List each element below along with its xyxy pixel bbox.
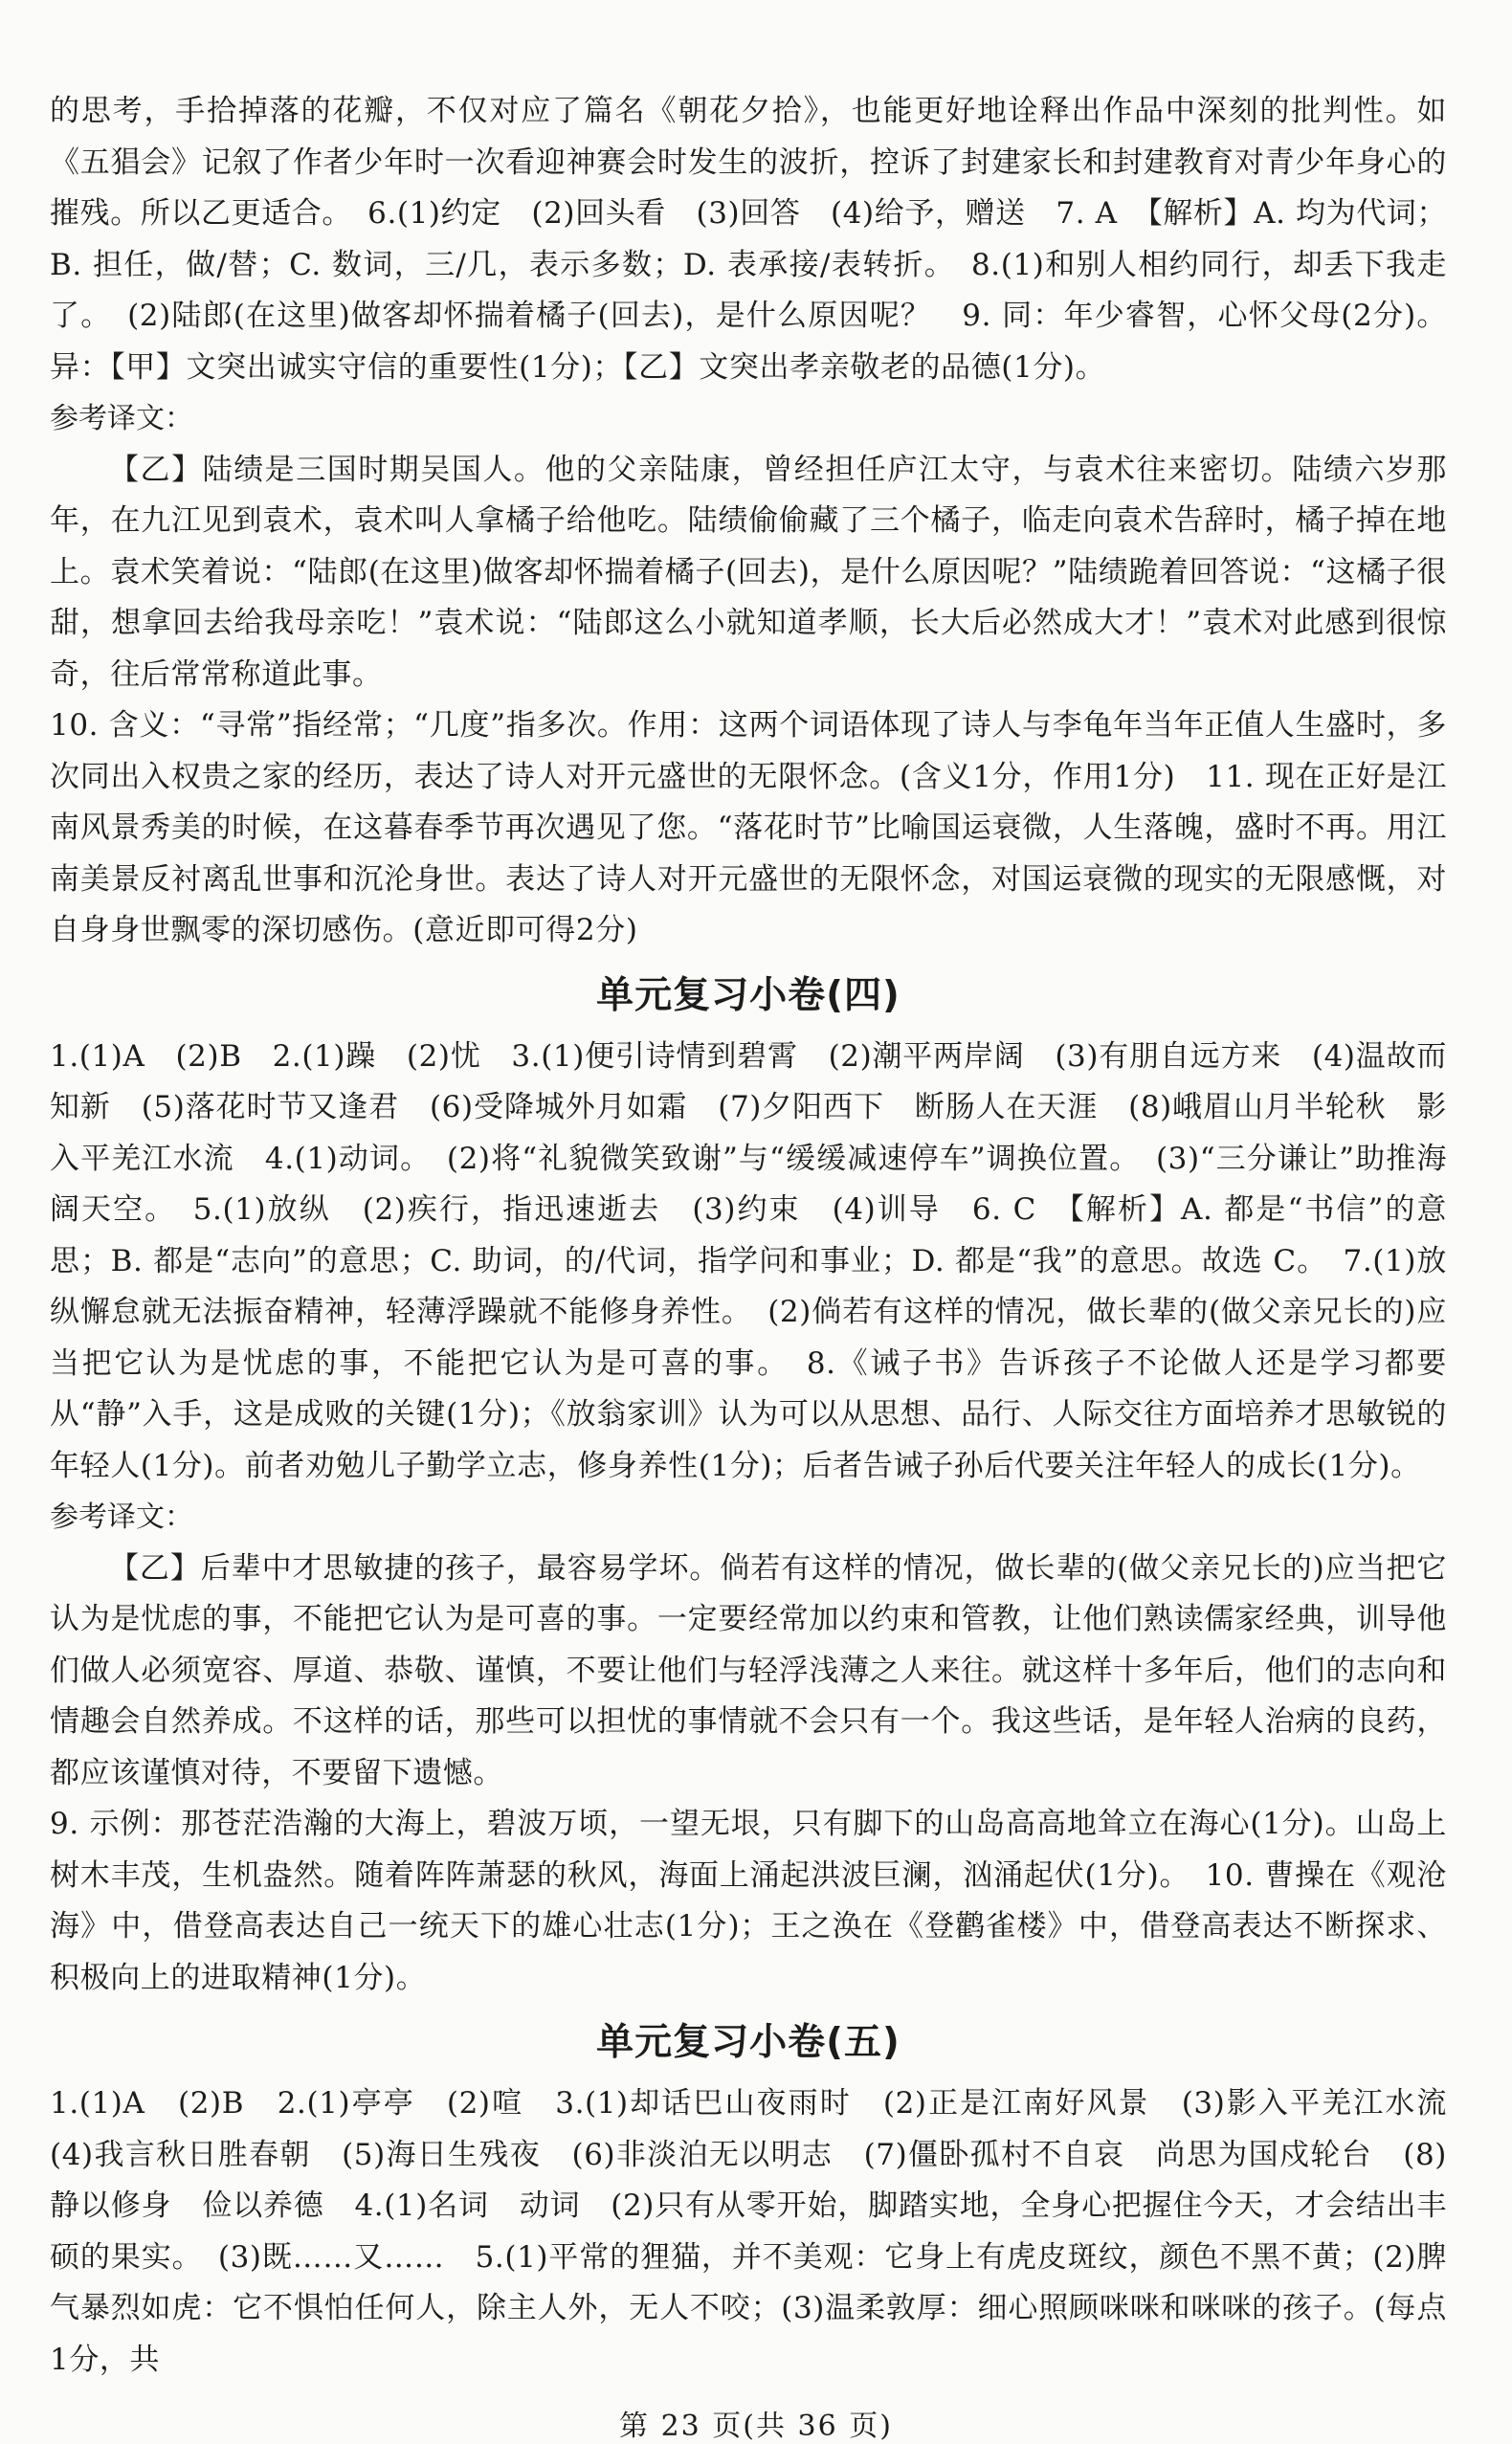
reference-translation-label: 参考译文：: [50, 402, 193, 435]
reference-translation-label: 参考译文：: [50, 1500, 193, 1534]
reference-translation-2: 【乙】后辈中才思敏捷的孩子，最容易学坏。倘若有这样的情况，做长辈的(做父亲兄长的)应当把它认为是忧虑的事，不能把它认为是可喜的事。一定要经常加以约束和管教，让他们熟读儒家经典，训导他们做人必须宽容、厚道、恭敬、谨慎，不要让他们与轻浮浅薄之人来往。就这样十多年后，他们的志向和情趣会自然养成。不这样的话，那些可以担忧的事情就不会只有一个。我这些话，是年轻人治病的良药，都应该谨慎对待，不要留下遗憾。: [50, 1550, 1447, 1790]
answer-block-5: 1.(1)A (2)B 2.(1)亭亭 (2)喧 3.(1)却话巴山夜雨时 (2)正是江南好风景 (3)影入平羌江水流 (4)我言秋日胜春朝 (5)海日生残夜 (6)非淡泊无以明志 (7)僵卧孤村不自哀 尚思为国戍轮台 (8)静以修身 俭以养德 4.(1)名词 动词 (2)只有从零开始，脚踏实地，全身心把握住今天，才会结出丰硕的果实。 (3)既……又…… 5.(1)平常的狸猫，并不美观：它身上有虎皮斑纹，颜色不黑不黄；(2)脾气暴烈如虎：它不惧怕任何人，除主人外，无人不咬；(3)温柔敦厚：细心照顾咪咪和咪咪的孩子。(每点1分，共: [50, 2086, 1478, 2377]
answer-block-4: 9. 示例：那苍茫浩瀚的大海上，碧波万顷，一望无垠，只有脚下的山岛高高地耸立在海心(1分)。山岛上树木丰茂，生机盎然。随着阵阵萧瑟的秋风，海面上涌起洪波巨澜，汹涌起伏(1分)。 10. 曹操在《观沧海》中，借登高表达自己一统天下的雄心壮志(1分)；王之涣在《登鹳雀楼》中，借登高表达不断探求、积极向上的进取精神(1分)。: [50, 1807, 1447, 1995]
section-title-unit-5: 单元复习小卷(五): [596, 2021, 901, 2064]
section-title-unit-4: 单元复习小卷(四): [596, 973, 901, 1017]
answer-block-1: 的思考，手拾掉落的花瓣，不仅对应了篇名《朝花夕拾》，也能更好地诠释出作品中深刻的批判性。如《五猖会》记叙了作者少年时一次看迎神赛会时发生的波折，控诉了封建家长和封建教育对青少年身心的摧残。所以乙更适合。 6.(1)约定 (2)回头看 (3)回答 (4)给予，赠送 7. A 【解析】A. 均为代词；B. 担任，做/替；C. 数词，三/几，表示多数；D. 表承接/表转折。 8.(1)和别人相约同行，却丢下我走了。 (2)陆郎(在这里)做客却怀揣着橘子(回去)，是什么原因呢？ 9. 同：年少睿智，心怀父母(2分)。异：【甲】文突出诚实守信的重要性(1分)；【乙】文突出孝亲敬老的品德(1分)。: [50, 94, 1447, 385]
page-footer: 第 23 页(共 36 页): [619, 2410, 893, 2443]
reference-translation-1: 【乙】陆绩是三国时期吴国人。他的父亲陆康，曾经担任庐江太守，与袁术往来密切。陆绩六岁那年，在九江见到袁术，袁术叫人拿橘子给他吃。陆绩偷偷藏了三个橘子，临走向袁术告辞时，橘子掉在地上。袁术笑着说：“陆郎(在这里)做客却怀揣着橘子(回去)，是什么原因呢？”陆绩跪着回答说：“这橘子很甜，想拿回去给我母亲吃！”袁术说：“陆郎这么小就知道孝顺，长大后必然成大才！”袁术对此感到很惊奇，往后常常称道此事。: [50, 452, 1447, 692]
answer-block-3: 1.(1)A (2)B 2.(1)躁 (2)忧 3.(1)便引诗情到碧霄 (2)潮平两岸阔 (3)有朋自远方来 (4)温故而知新 (5)落花时节又逢君 (6)受降城外月如霜 (7)夕阳西下 断肠人在天涯 (8)峨眉山月半轮秋 影入平羌江水流 4.(1)动词。 (2)将“礼貌微笑致谢”与“缓缓减速停车”调换位置。 (3)“三分谦让”助推海阔天空。 5.(1)放纵 (2)疾行，指迅速逝去 (3)约束 (4)训导 6. C 【解析】A. 都是“书信”的意思；B. 都是“志向”的意思；C. 助词，的/代词，指学问和事业；D. 都是“我”的意思。故选 C。 7.(1)放纵懈怠就无法振奋精神，轻薄浮躁就不能修身养性。 (2)倘若有这样的情况，做长辈的(做父亲兄长的)应当把它认为是忧虑的事，不能把它认为是可喜的事。 8.《诫子书》告诉孩子不论做人还是学习都要从“静”入手，这是成败的关键(1分)；《放翁家训》认为可以从思想、品行、人际交往方面培养才思敏锐的年轻人(1分)。前者劝勉儿子勤学立志，修身养性(1分)；后者告诫子孙后代要关注年轻人的成长(1分)。: [50, 1038, 1447, 1483]
answer-block-2: 10. 含义：“寻常”指经常；“几度”指多次。作用：这两个词语体现了诗人与李龟年当年正值人生盛时，多次同出入权贵之家的经历，表达了诗人对开元盛世的无限怀念。(含义1分，作用1分) 11. 现在正好是江南风景秀美的时候，在这暮春季节再次遇见了您。“落花时节”比喻国运衰微，人生落魄，盛时不再。用江南美景反衬离乱世事和沉沦身世。表达了诗人对开元盛世的无限怀念，对国运衰微的现实的无限感慨，对自身身世飘零的深切感伤。(意近即可得2分): [50, 708, 1447, 947]
